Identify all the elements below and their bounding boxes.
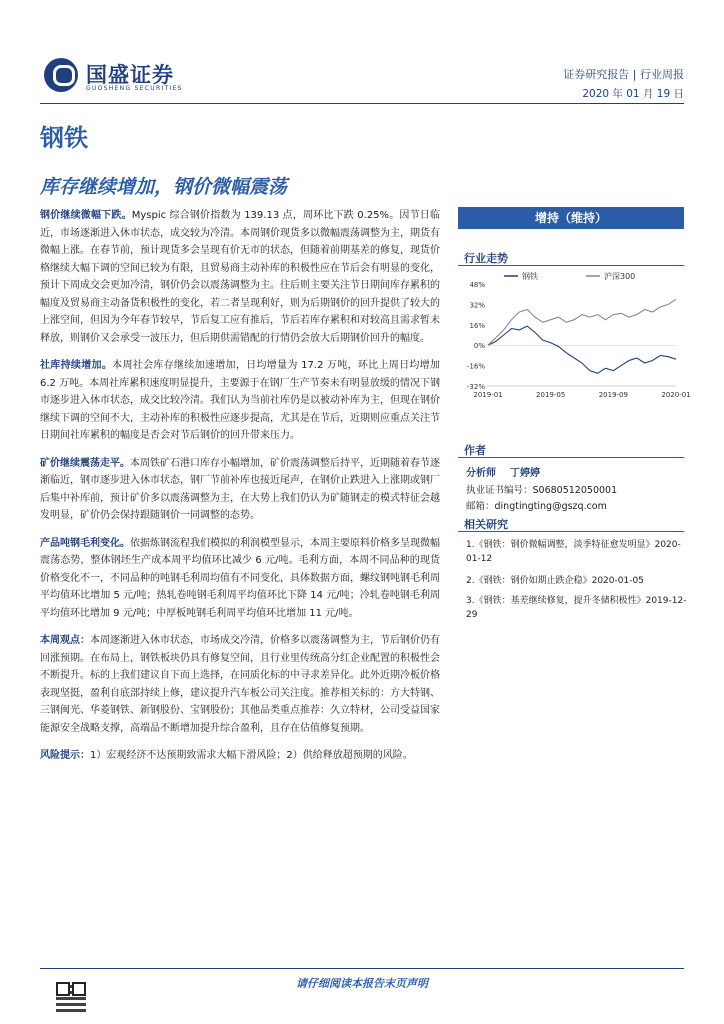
related-item[interactable]: 2.《钢铁：钢价如期止跌企稳》2020-01-05 (466, 576, 644, 586)
header-divider (40, 103, 684, 104)
author-title: 作者 (464, 444, 486, 457)
paragraph: 社库持续增加。本周社会库存继续加速增加，日均增量为 17.2 万吨，环比上周日均增加 6.2 万吨。本周社库累积速度明显提升，主要源于在钢厂生产节奏未有明显放缓的情况下钢市逐步进入休市状态，成交比较冷清。我们认为当前社库仍是以被动补库为主，但现在钢价继续下调的空间不大，主动补库的积极性应逐步提高，尤其是在节后，近期则应重点关注节日期间社库累积的幅度是否会对节后钢价的回升带来压力。 (40, 360, 441, 441)
main-body (40, 207, 440, 775)
x-tick-label: 2020-01 (661, 391, 691, 399)
headline: 库存继续增加，钢价微幅震荡 (40, 176, 288, 198)
report-date: 2020 年 01 月 19 日 (582, 88, 684, 100)
rating-badge: 增持（维持） (458, 207, 684, 229)
report-type: 证券研究报告 | 行业周报 (563, 68, 684, 81)
y-tick-label: 48% (469, 281, 485, 289)
x-tick-label: 2019-09 (598, 391, 628, 399)
legend-label: 钢铁 (522, 272, 538, 281)
section-divider (458, 265, 684, 266)
x-tick-label: 2019-05 (536, 391, 566, 399)
y-tick-label: 16% (469, 321, 485, 330)
trend-chart (458, 268, 691, 408)
footer-disclaimer: 请仔细阅读本报告末页声明 (296, 977, 428, 990)
paragraph: 本周观点：本周逐渐进入休市状态，市场成交冷清，价格多以震荡调整为主，节后钢价仍有回涨预期。在布局上，钢铁板块仍具有修复空间，且行业里传统高分红企业配置的积极性会不断提升。标的上我们建议自下而上选择，在同质化标的中寻求差异化。此外近期冷板价格表现坚挺，盈利自底部持续上修，建议提升汽车板公司关注度。推荐相关标的：方大特钢、三钢闽光、华菱钢铁、新钢股份、宝钢股份；其他品类重点推荐：久立特材，公司受益国家能源安全战略支撑，高端品不断增加提升综合盈利，且存在估值修复预期。 (40, 635, 440, 734)
footer-divider (40, 968, 684, 969)
related-title: 相关研究 (464, 518, 508, 531)
related-item[interactable]: 3.《钢铁：基差继续修复，提升冬储积极性》2019-12-29 (466, 596, 687, 620)
paragraph: 风险提示：1）宏观经济不达预期致需求大幅下滑风险；2）供给释放超预期的风险。 (40, 750, 413, 761)
analyst: 分析师 丁婷婷 (466, 468, 540, 479)
related-item[interactable]: 1.《钢铁：钢价微幅调整，淡季特征愈发明显》2020-01-12 (466, 540, 681, 564)
y-tick-label: -32% (466, 383, 485, 391)
cert-number: 执业证书编号：S0680512050001 (466, 485, 618, 496)
trend-title: 行业走势 (464, 252, 508, 265)
y-tick-label: 0% (473, 342, 485, 351)
logo-icon (44, 58, 78, 92)
email[interactable]: 邮箱：dingtingting@gszq.com (466, 501, 607, 512)
x-tick-label: 2019-01 (473, 391, 503, 399)
y-tick-label: -16% (466, 362, 485, 371)
industry-title: 钢铁 (40, 124, 88, 152)
legend-label: 沪深300 (604, 272, 636, 281)
series-line-1 (488, 299, 676, 345)
paragraph: 矿价继续震荡走平。本周铁矿石港口库存小幅增加，矿价震荡调整后持平，近期随着春节逐渐临近，钢市逐步进入休市状态，钢厂节前补库也接近尾声，在钢价止跌进入上涨期或钢厂后集中补库前，预计矿价多以震荡调整为主，在大势上我们仍认为矿随钢走的模式特征会越发明显，矿价仍会保持跟随钢价一同调整的态势。 (40, 457, 440, 521)
series-line-0 (488, 326, 676, 373)
logo-subtext: GUOSHENG SECURITIES (86, 85, 183, 92)
paragraph: 钢价继续微幅下跌。Myspic 综合钢价指数为 139.13 点，周环比下跌 0.25%。因节日临近，市场逐渐进入休市状态，成交较为冷清。本周钢价现货多以微幅震荡调整为主，期货有微幅上涨。在春节前，预计现货多会呈现有价无市的状态，但随着前期基差的修复，现货价格继续大幅下调的空间已较为有限，且贸易商主动补库的积极性应在节后会有明显的变化，预计下周成交会更加冷清，钢价仍会以震荡调整为主。往后则主要关注节日期间库存累积的幅度及贸易商主动备货积极性的变化，若二者呈现利好，则为后期钢价的回升提供了较大的上涨空间，但因为今年春节较早，节后复工应有推后，节后若库存累积和对较高且需求暂未释放，则钢价又会承受一波压力，但后期供需错配的行情仍会放大后期钢价回升的幅度。 (40, 210, 441, 344)
section-divider (458, 457, 684, 458)
paragraph: 产品吨钢毛利变化。依据炼钢流程我们模拟的利润模型显示，本周主要原料价格多呈现微幅震荡态势，整体钢坯生产成本周平均值环比减少 6 元/吨。毛利方面，本周不同品种的现货价格变化不一，不同品种的吨钢毛利周均值有不同变化，具体数据方面，螺纹钢吨钢毛利周平均值环比增加 5 元/吨；热轧卷吨钢毛利周平均值环比下降 14 元/吨；冷轧卷吨钢毛利周平均值环比增加 9 元/吨；中厚板吨钢毛利周平均值环比增加 11 元/吨。 (40, 537, 440, 619)
logo-text: 国盛证券 (86, 63, 174, 87)
section-divider (458, 531, 684, 532)
y-tick-label: 32% (469, 301, 485, 310)
